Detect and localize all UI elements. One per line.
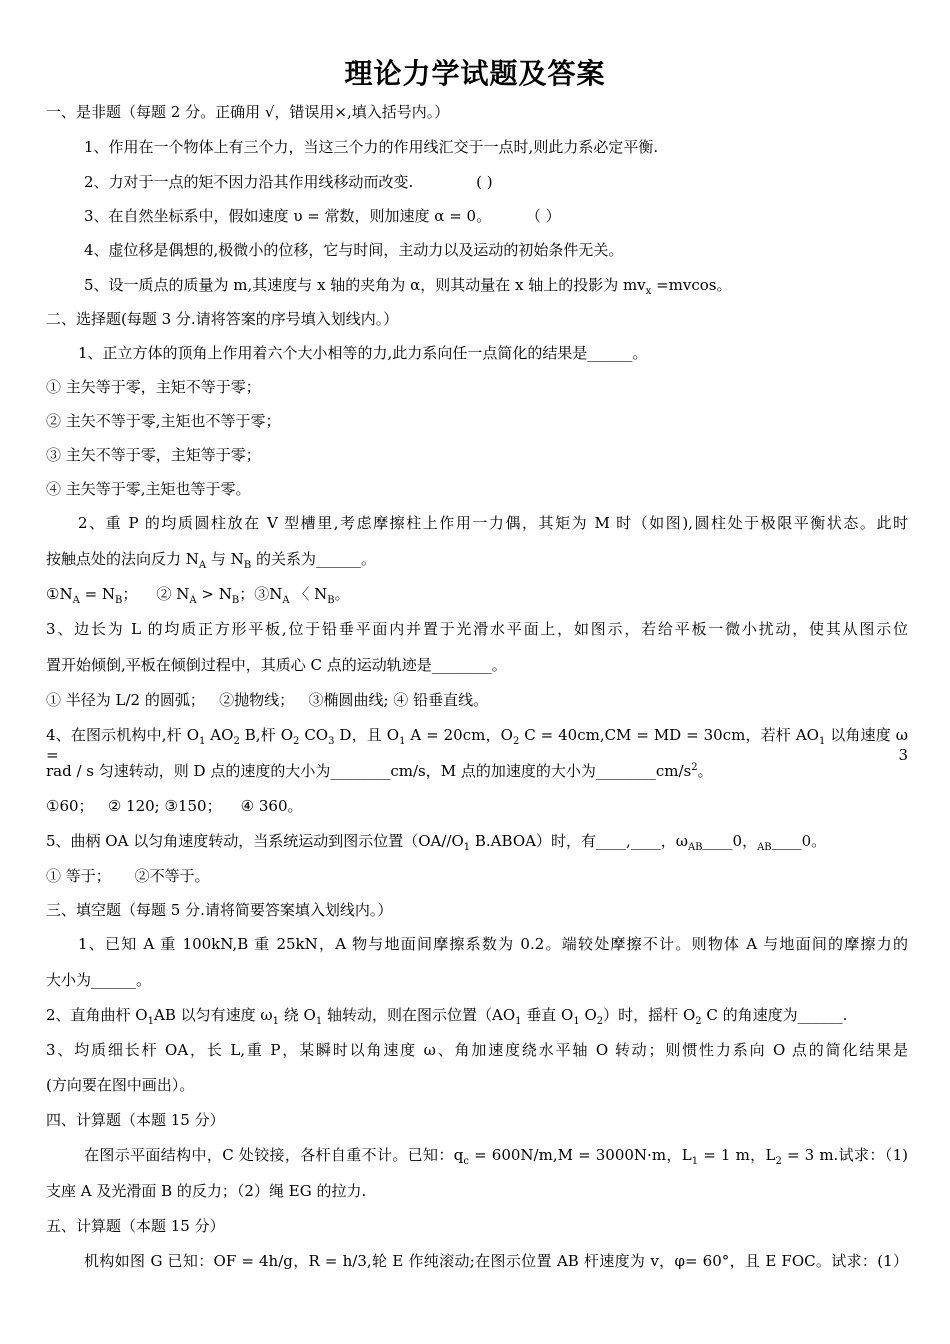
s2-question-3-options: ① 半径为 L/2 的圆弧； ②抛物线； ③椭圆曲线; ④ 铅垂直线。 <box>46 691 489 709</box>
s2-q1-option-1: ① 主矢等于零，主矩不等于零； <box>46 378 261 396</box>
s4-problem-line-1: 在图示平面结构中，C 处铰接，各杆自重不计。已知：$q_c = 600N/m,M = 3000N\cdot m$，$L_1 = 1$ m，$L_2 = 3$ m.试求：（1) <box>84 1146 908 1167</box>
s2-question-4-line-2: rad / s 匀速转动，则 D 点的速度的大小为________cm/s，M 点的加速度的大小为$\_\_\_\_\_\_\_\_cm/s^2$。 <box>46 762 713 780</box>
s4-problem-line-2: 支座 A 及光滑面 B 的反力；（2）绳 EG 的拉力. <box>46 1182 367 1200</box>
s2-question-1: 1、正立方体的顶角上作用着六个大小相等的力,此力系向任一点简化的结果是______。 <box>78 344 648 362</box>
s3-question-2: 2、直角曲杆 $O_1AB$ 以匀有速度 $\omega_1$ 绕 $O_1$ 轴转动，则在图示位置（$AO_1$ 垂直 $O_1$ $O_2$）时，摇杆 $O_2$ C 的角速度为______. <box>46 1006 848 1027</box>
section-1-heading: 一、是非题（每题 2 分。正确用 √，错误用×,填入括号内。） <box>46 103 450 121</box>
s2-question-2-line-2: 按触点处的法向反力 $N_A$ 与 $N_B$ 的关系为______。 <box>46 550 376 571</box>
s2-q1-option-4: ④ 主矢等于零,主矩也等于零。 <box>46 480 251 498</box>
s3-question-3-line-2: (方向要在图中画出）。 <box>46 1076 195 1094</box>
s2-question-3-line-2: 置开始倾倒,平板在倾倒过程中，其质心 C 点的运动轨迹是________。 <box>46 656 507 674</box>
section-3-heading: 三、填空题（每题 5 分.请将简要答案填入划线内。） <box>46 901 393 919</box>
s1-question-3-bracket: （ ） <box>525 207 561 225</box>
s2-q1-option-3: ③ 主矢不等于零，主矩等于零； <box>46 446 261 464</box>
s3-question-3-line-1: 3、均质细长杆 OA，长 L,重 P，某瞬时以角速度 ω、角加速度绕水平轴 O 转动；则惯性力系向 O 点的简化结果是 <box>46 1041 908 1059</box>
s1-question-5-subscript: x <box>645 286 652 297</box>
s2-q1-option-2: ② 主矢不等于零,主矩也不等于零； <box>46 412 281 430</box>
s2-question-5-options: ① 等于； ②不等于。 <box>46 867 210 885</box>
s3-question-1-line-2: 大小为______。 <box>46 971 152 989</box>
s2-question-4-line-1: 4、在图示机构中,杆 $O_1$ $AO_2$ B,杆 $O_2$ $CO_3$ D，且 $O_1$ A = 20cm，$O_2$ C = 40cm,CM = MD = 30cm，若杆 $AO_1$ 以角速度 ω = 3 <box>46 726 908 764</box>
section-4-heading: 四、计算题（本题 15 分） <box>46 1111 225 1129</box>
s1-question-2-text: 2、力对于一点的矩不因力沿其作用线移动而改变. <box>84 173 414 191</box>
s1-question-1: 1、作用在一个物体上有三个力，当这三个力的作用线汇交于一点时,则此力系必定平衡. <box>84 138 659 156</box>
s2-question-4-options: ①60； ② 120; ③150； ④ 360。 <box>46 797 303 815</box>
s1-question-4: 4、虚位移是偶想的,极微小的位移，它与时间，主动力以及运动的初始条件无关。 <box>84 241 624 259</box>
s1-question-2-bracket: ( ) <box>476 173 493 191</box>
s1-question-3 <box>84 206 908 226</box>
s1-question-2 <box>84 172 908 192</box>
s2-question-3-line-1: 3、边长为 L 的均质正方形平板,位于铅垂平面内并置于光滑水平面上，如图示，若给平板一微小扰动，使其从图示位 <box>46 620 908 638</box>
s1-question-5-text-b: =mvcos。 <box>651 276 732 294</box>
s3-question-1-line-1: 1、已知 A 重 100kN,B 重 25kN，A 物与地面间摩擦系数为 0.2。端较处摩擦不计。则物体 A 与地面间的摩擦力的 <box>78 935 908 953</box>
s5-problem-line-1: 机构如图 G 已知：OF = 4h/g，R = h/3,轮 E 作纯滚动;在图示位置 AB 杆速度为 v，φ= 60°，且 E FOC。试求：(1） <box>84 1252 908 1270</box>
section-5-heading: 五、计算题（本题 15 分） <box>46 1217 225 1235</box>
section-2-heading: 二、选择题(每题 3 分.请将答案的序号填入划线内。） <box>46 310 399 328</box>
s2-question-2-options: $①N_A = N_B$； ② $N_A > N_B$；$③N_A$ 〈 $N_B$。 <box>46 585 350 606</box>
s1-question-5-text-a: 5、设一质点的质量为 m,其速度与 x 轴的夹角为 α，则其动量在 x 轴上的投影为 mv <box>84 276 646 294</box>
s1-question-3-text: 3、在自然坐标系中，假如速度 υ = 常数，则加速度 α = 0。 <box>84 207 492 225</box>
s1-question-5 <box>84 275 908 295</box>
s2-question-2-line-1: 2、重 P 的均质圆柱放在 V 型槽里,考虑摩擦柱上作用一力偶，其矩为 M 时（如图),圆柱处于极限平衡状态。此时 <box>78 514 908 532</box>
s2-question-5: 5、曲柄 OA 以匀角速度转动，当系统运动到图示位置（$OA//O_1$ B.ABOA）时，有____,____，$\omega_{AB}\_\_\_\_0$，$_{AB}$____0。 <box>46 832 827 853</box>
document-title: 理论力学试题及答案 <box>344 57 606 90</box>
